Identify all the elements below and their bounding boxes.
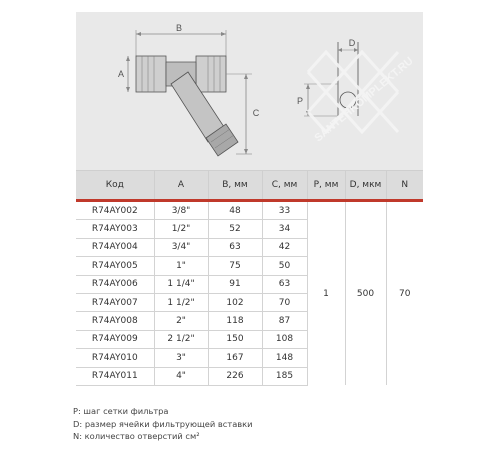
header-c: C, мм [262,171,307,201]
y-strainer-drawing [76,12,423,170]
header-a: A [154,171,208,201]
cell-b: 91 [208,275,262,293]
cell-c: 63 [262,275,307,293]
cell-code: R74AY004 [76,238,154,256]
cell-c: 185 [262,367,307,385]
cell-p-merged: 1 [307,201,345,386]
cell-a: 2" [154,312,208,330]
cell-c: 34 [262,220,307,238]
cell-b: 118 [208,312,262,330]
cell-c: 50 [262,257,307,275]
cell-b: 167 [208,349,262,367]
dimension-c-label: C [252,108,260,118]
cell-c: 148 [262,349,307,367]
product-sheet [76,12,423,386]
cell-code: R74AY003 [76,220,154,238]
technical-drawing [76,12,423,171]
cell-code: R74AY009 [76,330,154,348]
cell-code: R74AY008 [76,312,154,330]
header-n: N [386,171,423,201]
cell-code: R74AY002 [76,201,154,220]
dimension-a-label: A [117,69,125,79]
header-b: B, мм [208,171,262,201]
cell-c: 70 [262,293,307,311]
dimension-d-label: D [348,38,356,48]
cell-b: 48 [208,201,262,220]
cell-a: 1 1/4" [154,275,208,293]
cell-code: R74AY005 [76,257,154,275]
watermark-text: SANTEHKOMPLEKT.RU [312,55,416,145]
cell-b: 226 [208,367,262,385]
note-p: P: шаг сетки фильтра [73,406,169,416]
cell-a: 3/4" [154,238,208,256]
cell-d-merged: 500 [345,201,386,386]
header-p: P, мм [307,171,345,201]
cell-a: 3/8" [154,201,208,220]
cell-b: 150 [208,330,262,348]
header-d: D, мкм [345,171,386,201]
dimension-p-label: P [296,96,304,106]
cell-n-merged: 70 [386,201,423,386]
cell-a: 4" [154,367,208,385]
dimension-b-label: B [175,23,183,33]
cell-b: 102 [208,293,262,311]
table-row [76,201,423,220]
cell-a: 2 1/2" [154,330,208,348]
cell-c: 87 [262,312,307,330]
header-code: Код [76,171,154,201]
cell-c: 33 [262,201,307,220]
note-n: N: количество отверстий см² [73,431,200,442]
cell-code: R74AY007 [76,293,154,311]
cell-code: R74AY006 [76,275,154,293]
note-d: D: размер ячейки фильтрующей вставки [73,418,253,429]
cell-a: 1 1/2" [154,293,208,311]
table-header-row [76,171,423,201]
cell-b: 75 [208,257,262,275]
legend-notes [73,405,253,443]
cell-a: 3" [154,349,208,367]
cell-code: R74AY011 [76,367,154,385]
cell-code: R74AY010 [76,349,154,367]
spec-table [76,171,423,386]
cell-b: 63 [208,238,262,256]
cell-a: 1/2" [154,220,208,238]
cell-b: 52 [208,220,262,238]
cell-a: 1" [154,257,208,275]
cell-c: 108 [262,330,307,348]
cell-c: 42 [262,238,307,256]
